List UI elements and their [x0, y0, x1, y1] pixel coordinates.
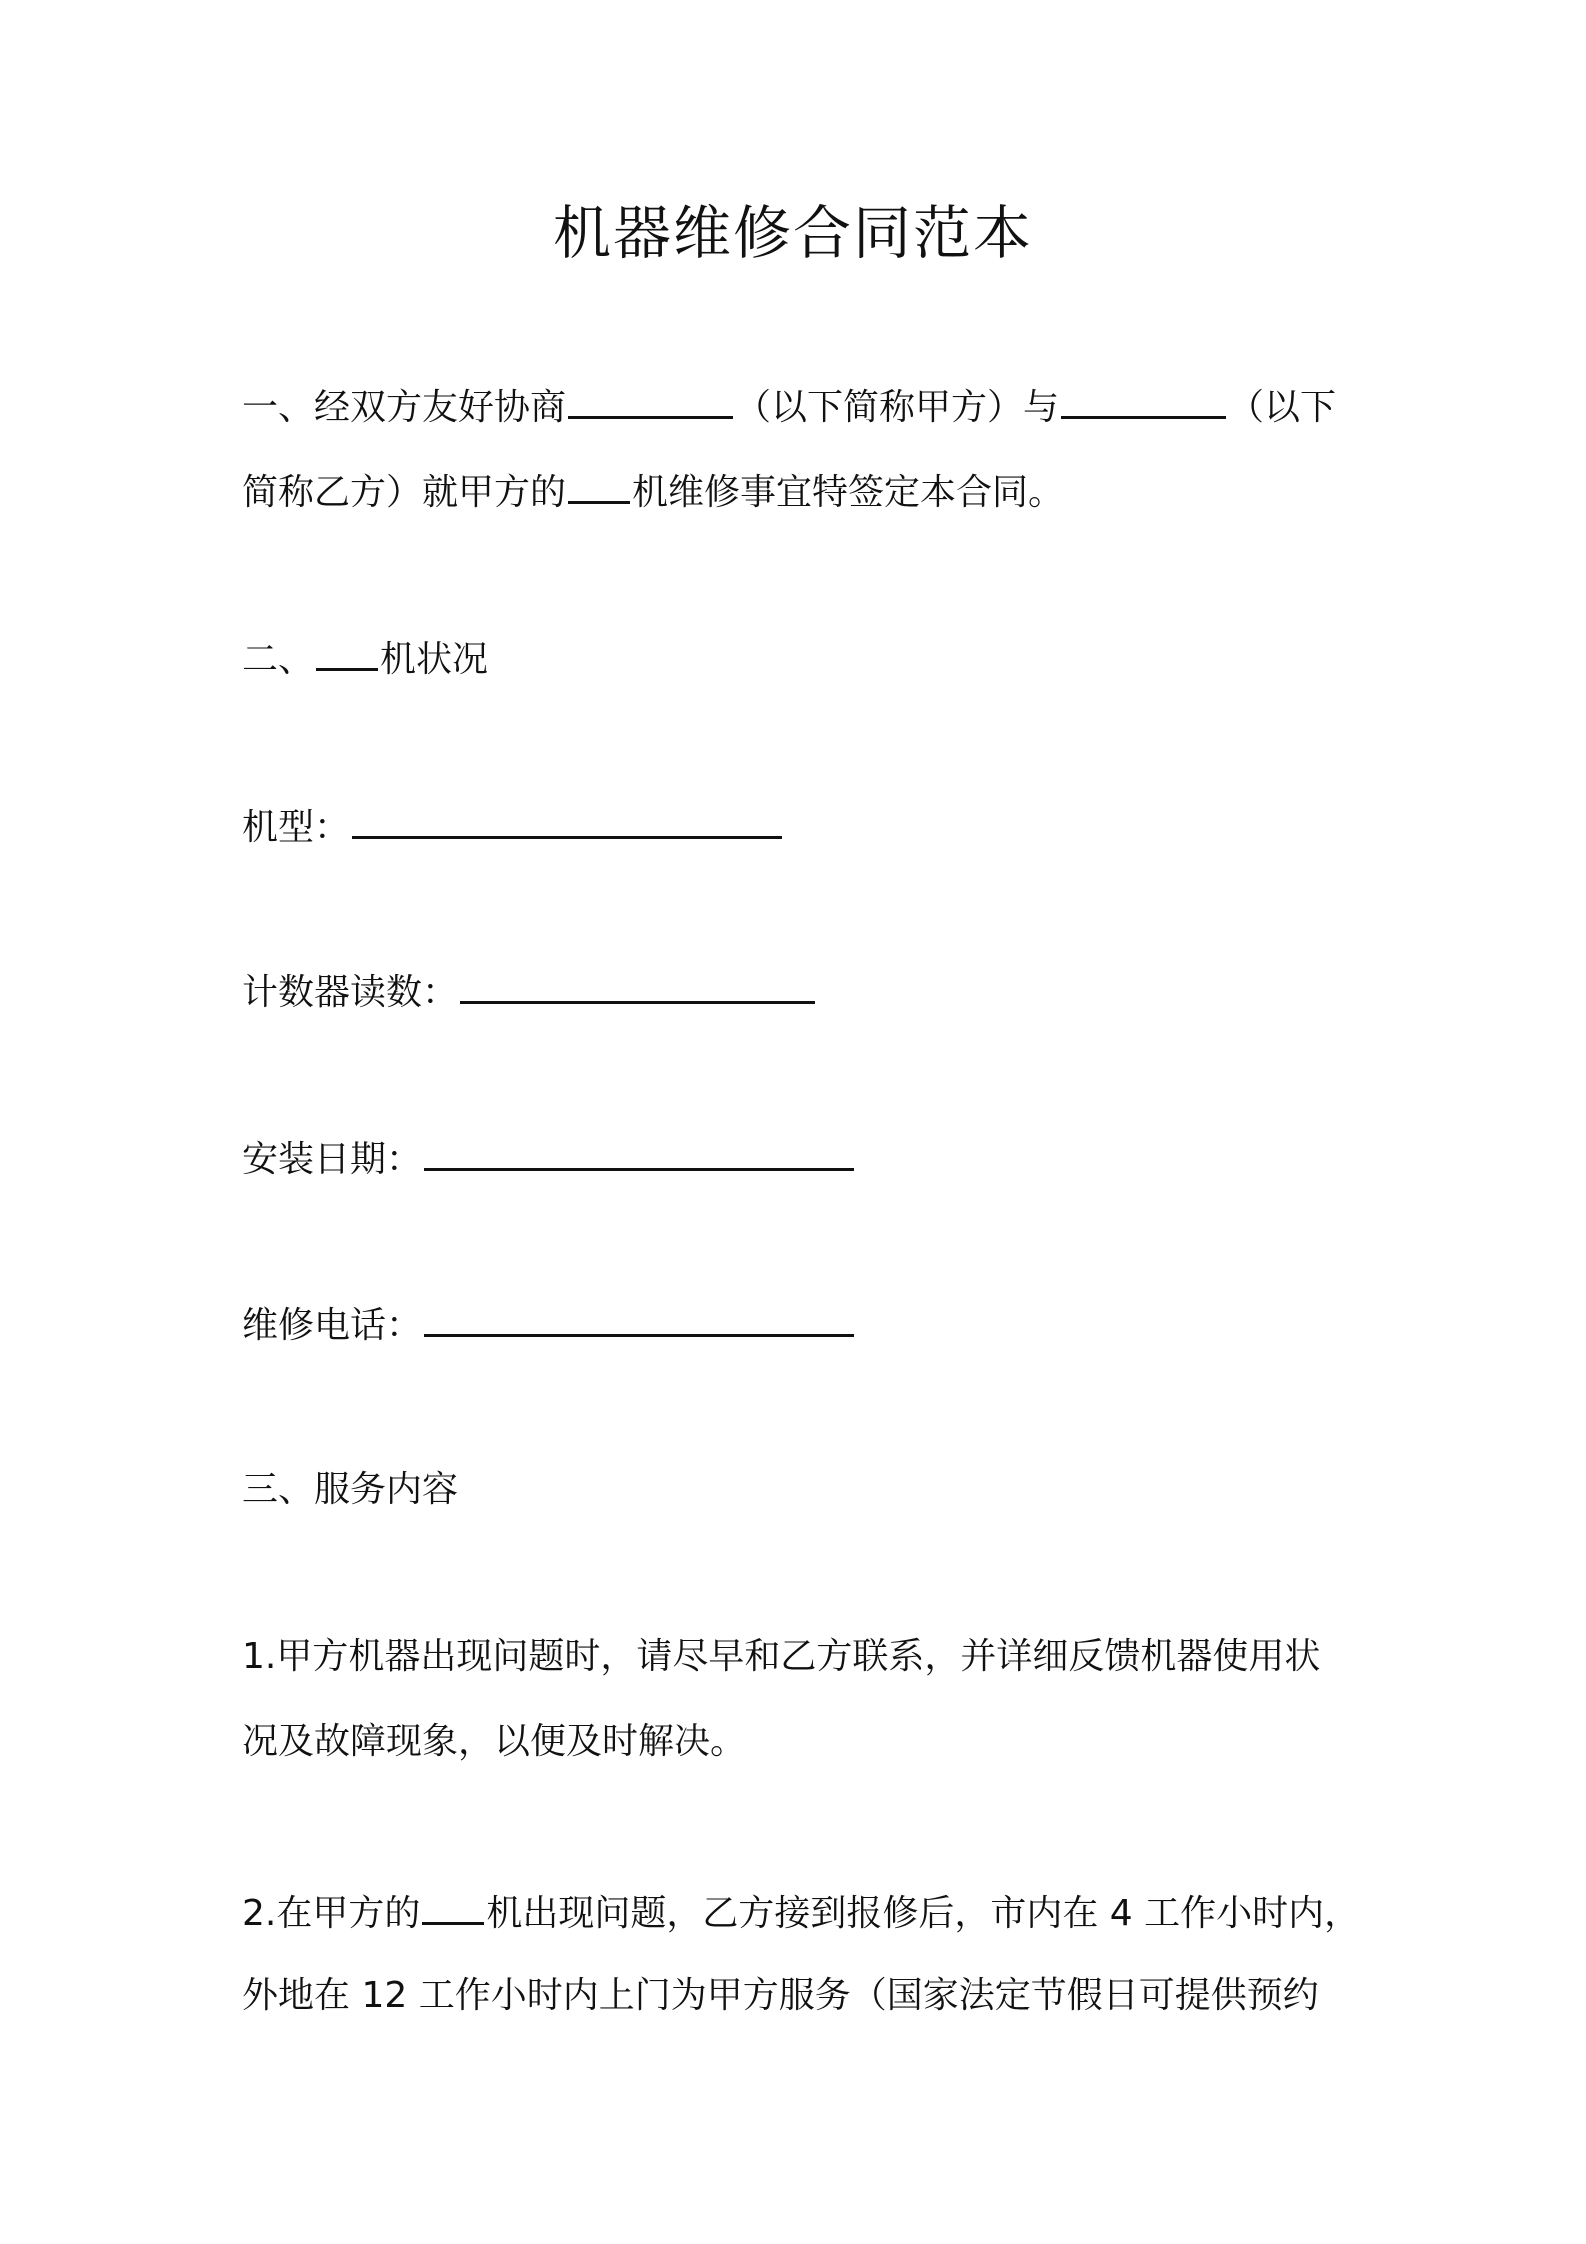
- section1-text: 机维修事宜特签定本合同。: [632, 472, 1065, 513]
- section2-text: 二、: [242, 639, 315, 680]
- section3-item2-line1: [242, 1886, 1360, 1938]
- section1-text: （以下简称甲方）与: [735, 387, 1060, 428]
- party-b-blank[interactable]: [1061, 380, 1226, 419]
- field-repair-phone: [242, 1298, 856, 1350]
- machine-type-blank[interactable]: [568, 465, 630, 504]
- section3-item1-line2: 况及故障现象，以便及时解决。: [242, 1721, 747, 1762]
- document-title: 机器维修合同范本: [552, 199, 1033, 267]
- field-install-date: [242, 1132, 856, 1184]
- party-a-blank[interactable]: [568, 380, 733, 419]
- section3-item2-line2: 外地在 12 工作小时内上门为甲方服务（国家法定节假日可提供预约: [242, 1975, 1319, 2016]
- section1-text: （以下: [1228, 387, 1337, 428]
- section3-heading: 三、服务内容: [242, 1469, 459, 1510]
- machine-status-blank[interactable]: [316, 632, 378, 671]
- counter-reading-blank[interactable]: [460, 965, 815, 1004]
- repair-phone-blank[interactable]: [424, 1298, 854, 1337]
- field-label: 计数器读数：: [242, 972, 459, 1013]
- section1-text: 简称乙方）就甲方的: [242, 472, 567, 513]
- field-counter-reading: [242, 965, 817, 1017]
- section1-line1: [242, 380, 1336, 432]
- section3-item1-line1: 1.甲方机器出现问题时，请尽早和乙方联系，并详细反馈机器使用状: [242, 1636, 1321, 1677]
- section2-heading: [242, 632, 488, 684]
- field-label: 维修电话：: [242, 1305, 423, 1346]
- section1-text: 一、经双方友好协商: [242, 387, 567, 428]
- field-label: 安装日期：: [242, 1139, 423, 1180]
- install-date-blank[interactable]: [424, 1132, 854, 1171]
- section1-line2: [242, 465, 1064, 517]
- section3-text: 机出现问题，乙方接到报修后，市内在 4 工作小时内，: [486, 1893, 1361, 1934]
- section3-text: 2.在甲方的: [242, 1893, 421, 1934]
- model-blank[interactable]: [352, 800, 782, 839]
- field-model: [242, 800, 784, 852]
- machine-issue-blank[interactable]: [422, 1886, 484, 1925]
- section2-text: 机状况: [380, 639, 489, 680]
- field-label: 机型：: [242, 807, 351, 848]
